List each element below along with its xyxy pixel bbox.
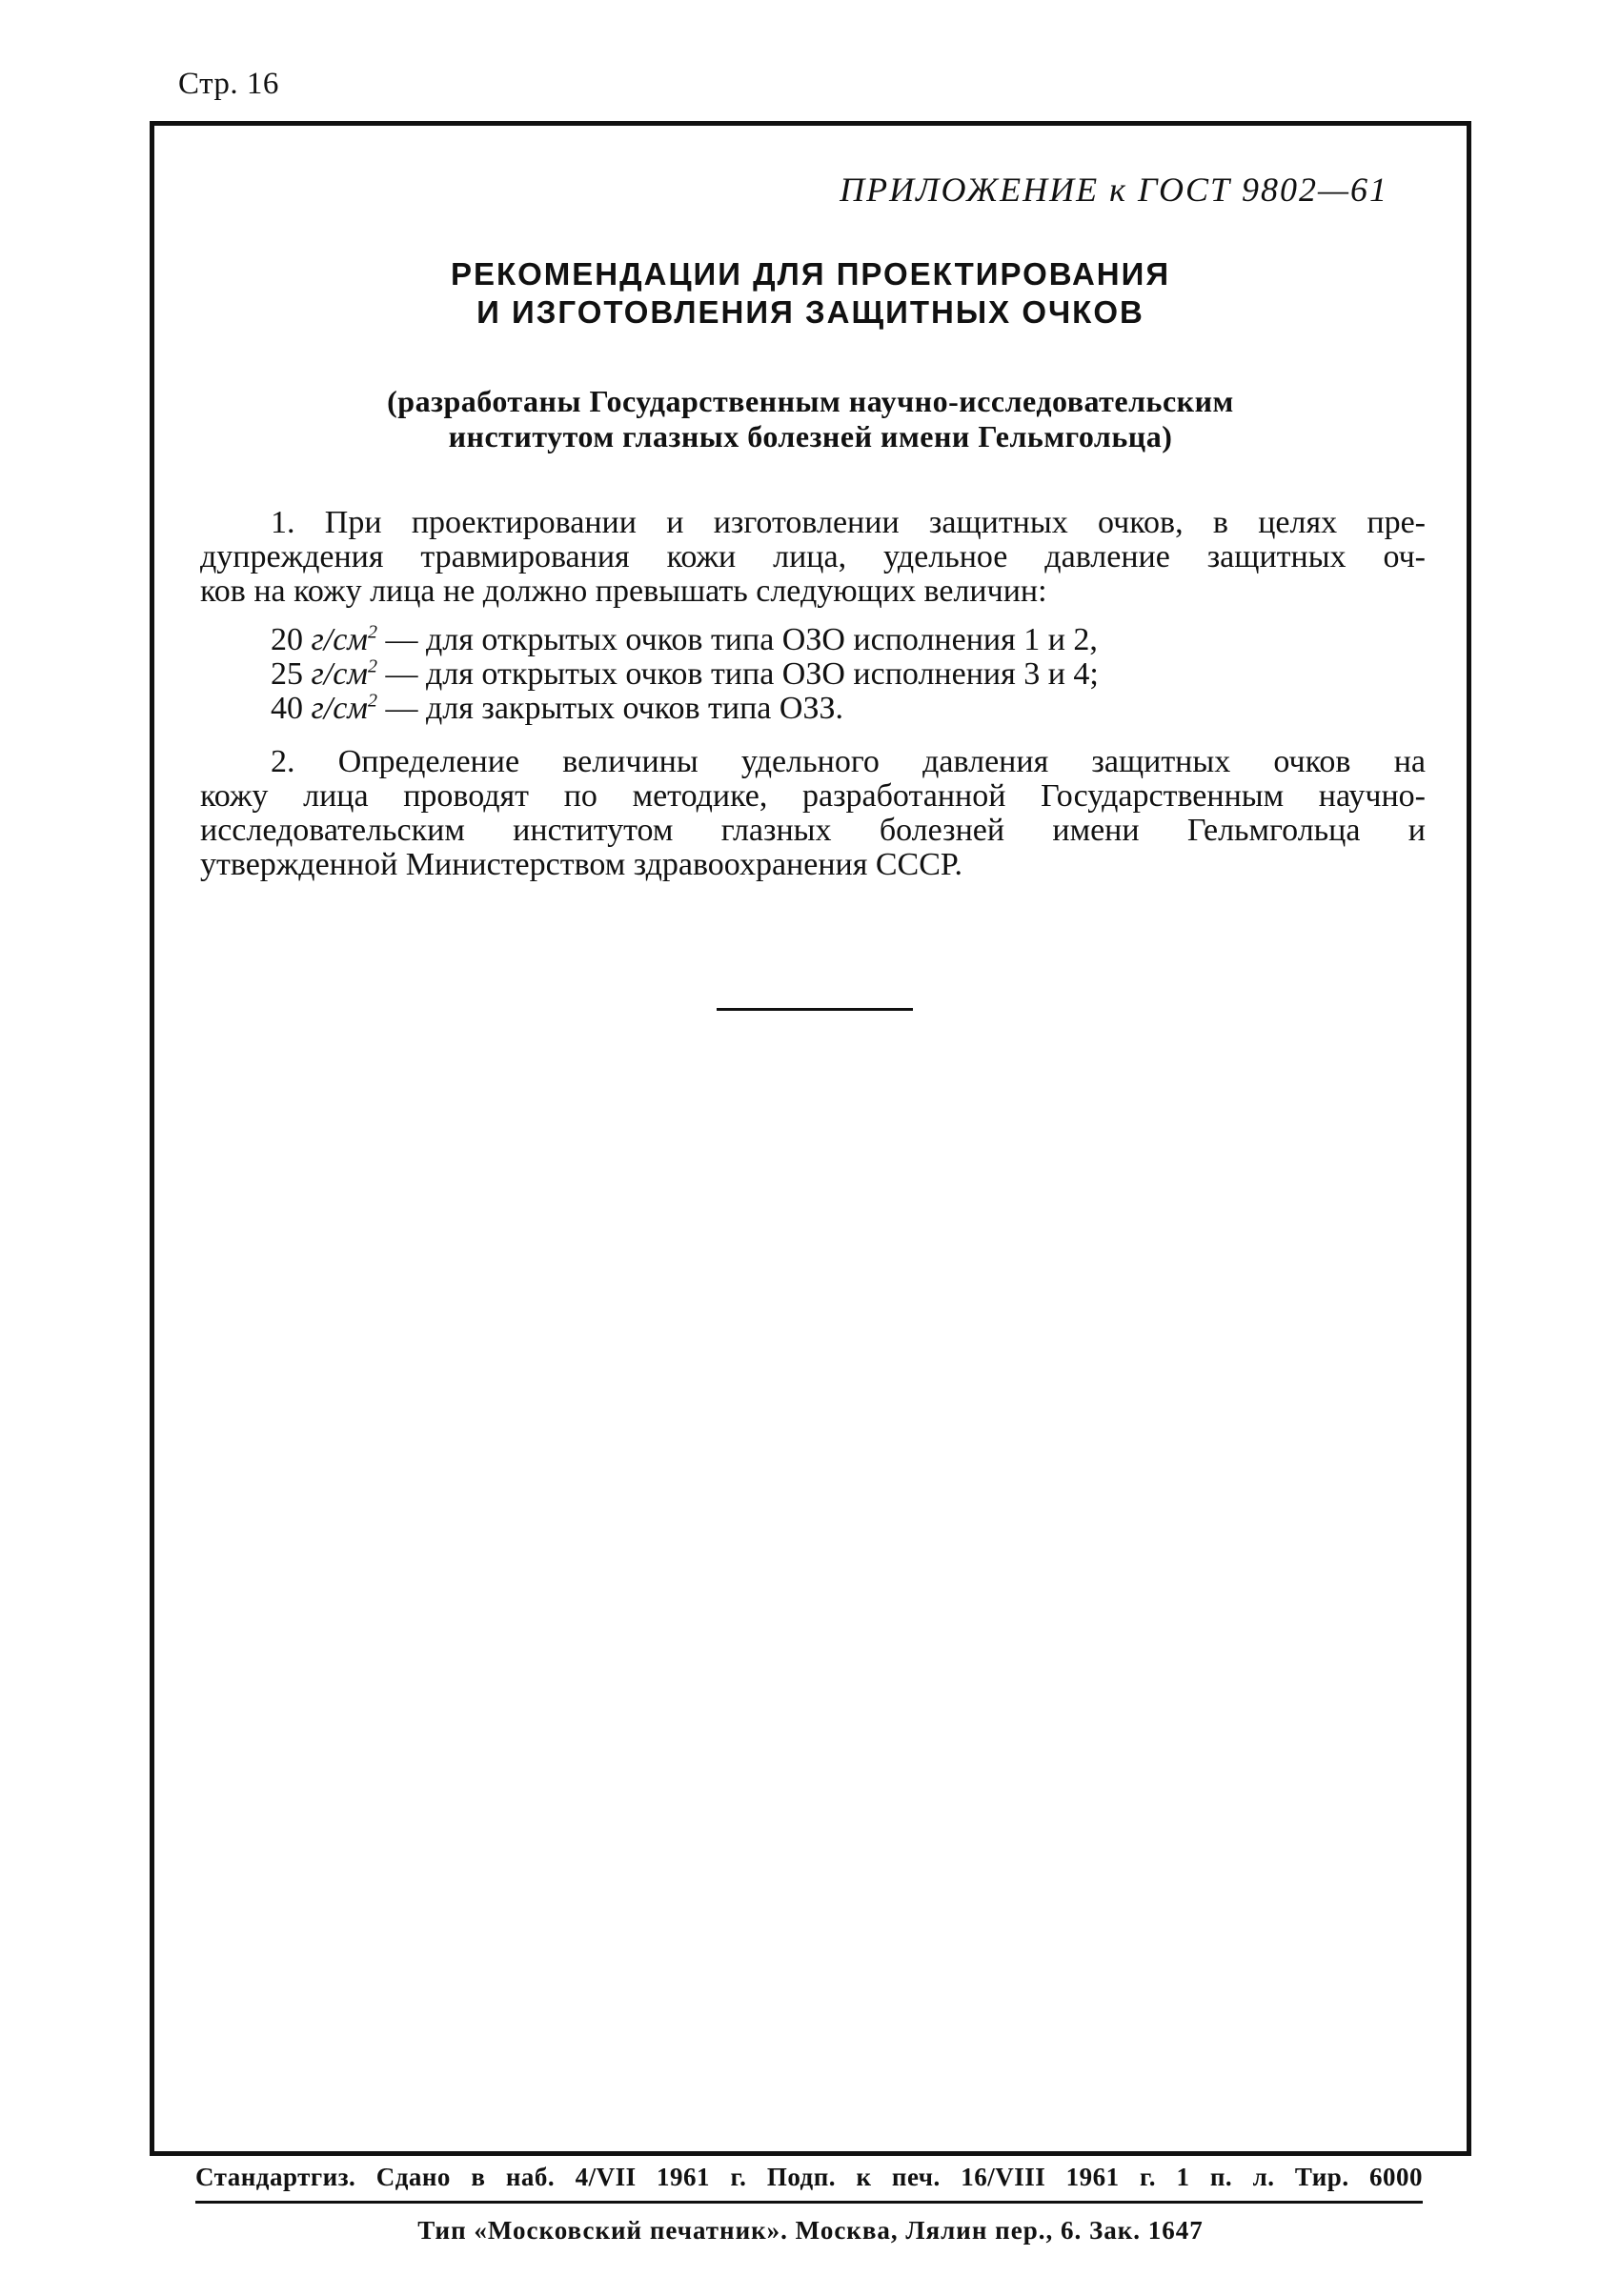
imprint-printer-info: Тип «Московский печатник». Москва, Лялин пер., 6. Зак. 1647 xyxy=(417,2216,1204,2245)
imprint-publishing-info: Стандартгиз. Сдано в наб. 4/VII 1961 г. Подп. к печ. 16/VIII 1961 г. 1 п. л. Тир. 6000 xyxy=(195,2163,1423,2191)
pressure-unit: $г/см^2$ xyxy=(311,690,377,726)
pressure-value: 20 xyxy=(271,622,303,657)
document-title-line-2: И ИЗГОТОВЛЕНИЯ ЗАЩИТНЫХ ОЧКОВ xyxy=(476,294,1144,330)
paragraph-1-line-3: ков на кожу лица не должно превышать следующих величин: xyxy=(200,574,1047,609)
pressure-value: 40 xyxy=(271,691,303,726)
document-title-line-1: РЕКОМЕНДАЦИИ ДЛЯ ПРОЕКТИРОВАНИЯ xyxy=(450,256,1171,292)
section-separator xyxy=(717,1008,913,1011)
paragraph-2-line-2: кожу лица проводят по методике, разработанной Государственным научно- xyxy=(200,778,1426,814)
pressure-description: — для закрытых очков типа ОЗЗ. xyxy=(377,691,844,726)
paragraph-2-line-3: исследовательским институтом глазных болезней имени Гельмгольца и xyxy=(200,813,1426,848)
pressure-unit: $г/см^2$ xyxy=(311,655,377,692)
subtitle-line-1: (разработаны Государственным научно-исследовательским xyxy=(387,384,1234,418)
page-number: Стр. 16 xyxy=(178,67,279,101)
pressure-value: 25 xyxy=(271,656,303,692)
paragraph-2-line-1: 2. Определение величины удельного давления защитных очков на xyxy=(271,744,1426,779)
pressure-description: — для открытых очков типа ОЗО исполнения 3 и 4; xyxy=(377,656,1099,692)
subtitle-line-2: институтом глазных болезней имени Гельмгольца) xyxy=(448,419,1173,453)
pressure-unit: $г/см^2$ xyxy=(311,621,377,657)
pressure-limit-item xyxy=(271,657,1099,692)
paragraph-1-line-1: 1. При проектировании и изготовлении защитных очков, в целях пре- xyxy=(271,505,1426,540)
imprint-divider xyxy=(195,2201,1423,2204)
pressure-limit-item xyxy=(271,623,1098,657)
paragraph-1-line-2: дупреждения травмирования кожи лица, удельное давление защитных оч- xyxy=(200,539,1426,574)
appendix-label: ПРИЛОЖЕНИЕ к ГОСТ 9802—61 xyxy=(840,171,1388,209)
paragraph-2-line-4: утвержденной Министерством здравоохранения СССР. xyxy=(200,847,963,882)
pressure-description: — для открытых очков типа ОЗО исполнения 1 и 2, xyxy=(377,622,1098,657)
pressure-limit-item xyxy=(271,692,843,726)
